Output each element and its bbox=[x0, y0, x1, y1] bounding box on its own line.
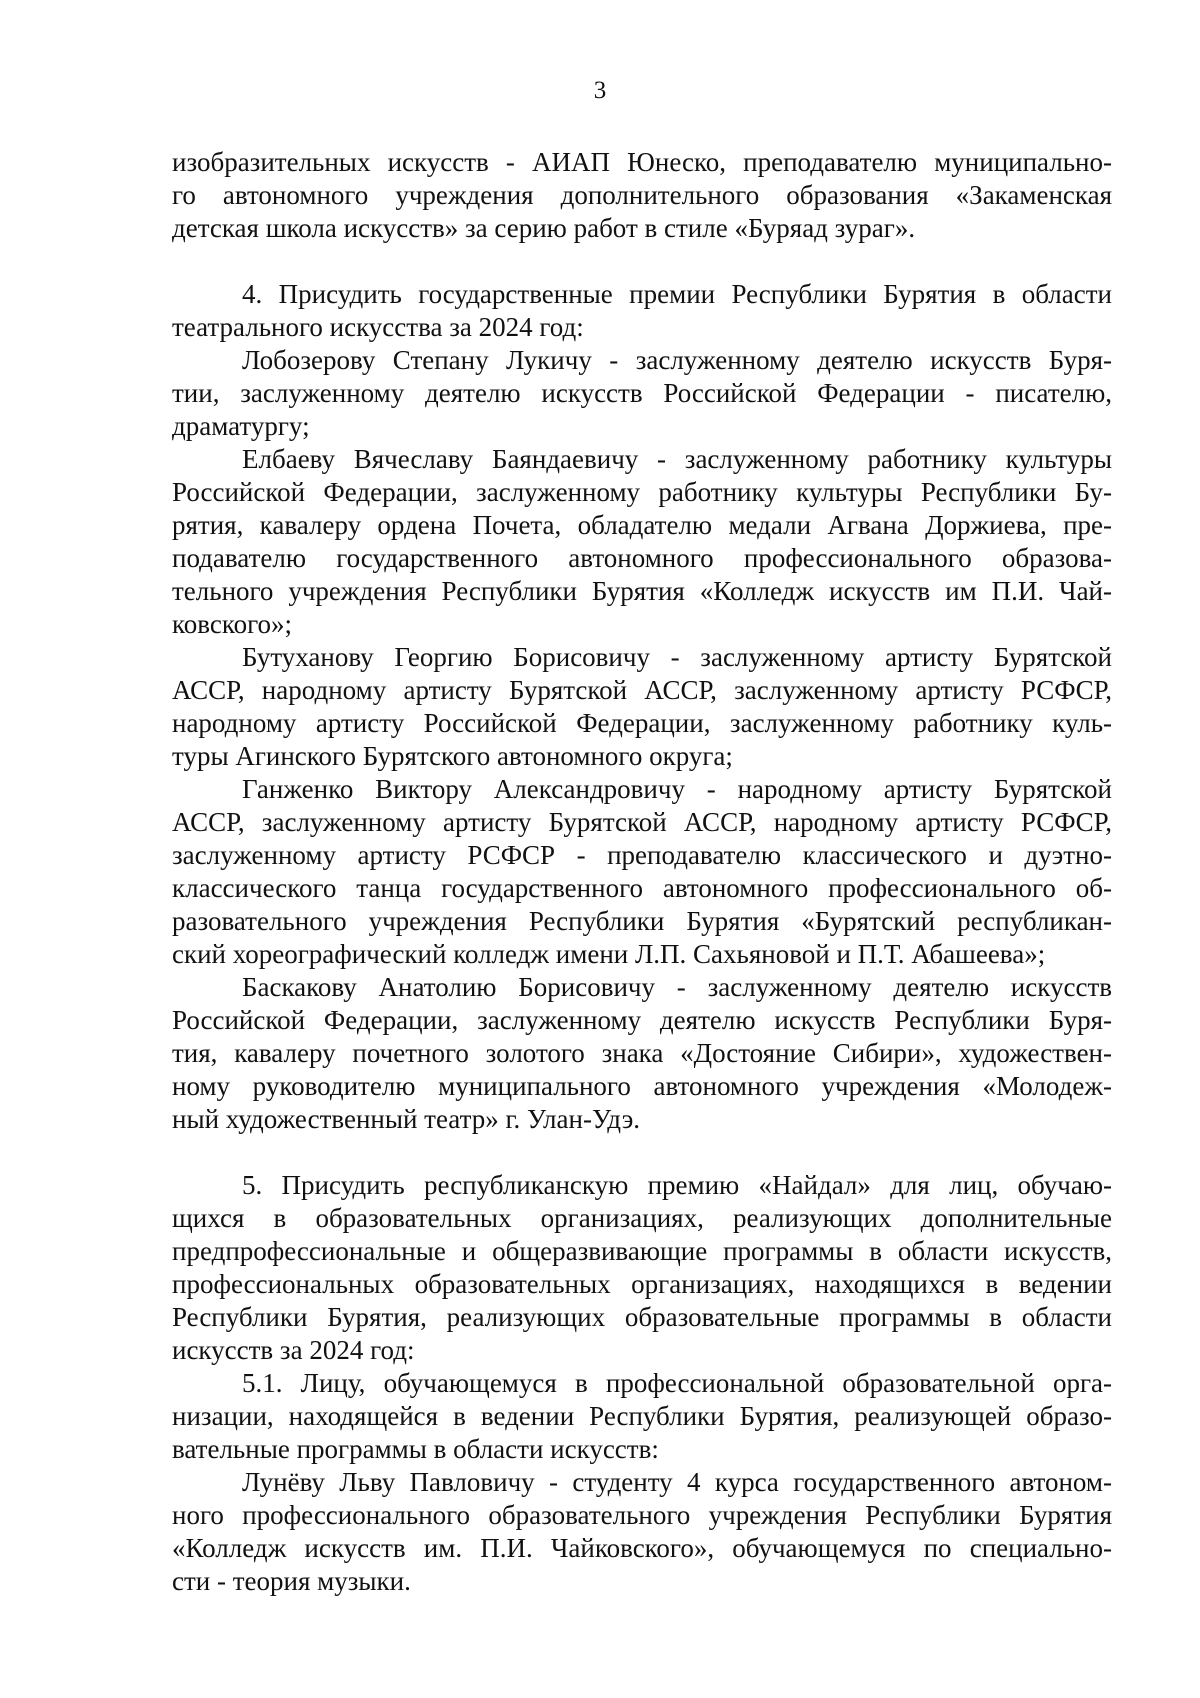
text-line: тии, заслуженному деятелю искусств Российской Федерации - писателю, bbox=[172, 378, 1112, 408]
text-line: предпрофессиональные и общеразвивающие программы в области искусств, bbox=[172, 1236, 1112, 1266]
text-line: ного профессионального образовательного учреждения Республики Бурятия bbox=[172, 1500, 1112, 1530]
paragraph bbox=[172, 1367, 1112, 1466]
text-line: Ганженко Виктору Александровичу - народному артисту Бурятской bbox=[242, 774, 1112, 804]
paragraph bbox=[172, 146, 1112, 245]
text-line: заслуженному артисту РСФСР - преподавателю классического и дуэтно- bbox=[172, 840, 1112, 870]
text-line: 5. Присудить республиканскую премию «Найдал» для лиц, обучаю- bbox=[242, 1170, 1112, 1200]
text-line: «Колледж искусств им. П.И. Чайковского», обучающемуся по специально- bbox=[172, 1533, 1112, 1563]
text-line: Республики Бурятия, реализующих образовательные программы в области bbox=[172, 1302, 1112, 1332]
document-body bbox=[172, 146, 1112, 1598]
text-line: рятия, кавалеру ордена Почета, обладателю медали Агвана Доржиева, пре- bbox=[172, 510, 1112, 540]
text-line: АССР, народному артисту Бурятской АССР, заслуженному артисту РСФСР, bbox=[172, 675, 1112, 705]
text-line: Баскакову Анатолию Борисовичу - заслуженному деятелю искусств bbox=[242, 972, 1112, 1002]
text-line: народному артисту Российской Федерации, заслуженному работнику куль- bbox=[172, 708, 1112, 738]
paragraph bbox=[172, 971, 1112, 1136]
paragraph bbox=[172, 1466, 1112, 1598]
text-line: искусств за 2024 год: bbox=[172, 1335, 415, 1365]
text-line: Лунёву Льву Павловичу - студенту 4 курса государственного автоном- bbox=[242, 1467, 1112, 1497]
text-line: вательные программы в области искусств: bbox=[172, 1434, 659, 1464]
text-line: сти - теория музыки. bbox=[172, 1566, 411, 1596]
text-line: щихся в образовательных организациях, реализующих дополнительные bbox=[172, 1203, 1112, 1233]
text-line: ский хореографический колледж имени Л.П. Сахьяновой и П.Т. Абашеева»; bbox=[172, 939, 1046, 969]
text-line: Елбаеву Вячеславу Баяндаевичу - заслуженному работнику культуры bbox=[242, 444, 1112, 474]
text-line: подавателю государственного автономного профессионального образова- bbox=[172, 543, 1112, 573]
text-line: разовательного учреждения Республики Бурятия «Бурятский республикан- bbox=[172, 906, 1112, 936]
text-line: 4. Присудить государственные премии Республики Бурятия в области bbox=[242, 279, 1112, 309]
text-line: Российской Федерации, заслуженному работнику культуры Республики Бу- bbox=[172, 477, 1112, 507]
text-line: Бутуханову Георгию Борисовичу - заслуженному артисту Бурятской bbox=[242, 642, 1112, 672]
text-line: драматургу; bbox=[172, 411, 310, 441]
paragraph-gap bbox=[172, 245, 1112, 278]
text-line: ному руководителю муниципального автономного учреждения «Молодеж- bbox=[172, 1071, 1112, 1101]
text-line: изобразительных искусств - АИАП Юнеско, преподавателю муниципально- bbox=[172, 147, 1112, 177]
page-number: 3 bbox=[593, 77, 607, 104]
paragraph-gap bbox=[172, 1136, 1112, 1169]
paragraph bbox=[172, 344, 1112, 443]
text-line: го автономного учреждения дополнительного образования «Закаменская bbox=[172, 180, 1112, 210]
text-line: тельного учреждения Республики Бурятия «Колледж искусств им П.И. Чай- bbox=[172, 576, 1112, 606]
text-line: театрального искусства за 2024 год: bbox=[172, 312, 584, 342]
text-line: детская школа искусств» за серию работ в стиле «Буряад зураг». bbox=[172, 213, 916, 243]
text-line: ковского»; bbox=[172, 609, 292, 639]
text-line: Российской Федерации, заслуженному деятелю искусств Республики Буря- bbox=[172, 1005, 1112, 1035]
paragraph bbox=[172, 641, 1112, 773]
text-line: 5.1. Лицу, обучающемуся в профессиональной образовательной орга- bbox=[242, 1368, 1112, 1398]
text-line: ный художественный театр» г. Улан-Удэ. bbox=[172, 1104, 641, 1134]
text-line: туры Агинского Бурятского автономного округа; bbox=[172, 741, 733, 771]
text-line: АССР, заслуженному артисту Бурятской АССР, народному артисту РСФСР, bbox=[172, 807, 1112, 837]
paragraph bbox=[172, 278, 1112, 344]
text-line: низации, находящейся в ведении Республики Бурятия, реализующей образо- bbox=[172, 1401, 1112, 1431]
text-line: классического танца государственного автономного профессионального об- bbox=[172, 873, 1112, 903]
paragraph bbox=[172, 773, 1112, 971]
paragraph bbox=[172, 1169, 1112, 1367]
paragraph bbox=[172, 443, 1112, 641]
text-line: Лобозерову Степану Лукичу - заслуженному деятелю искусств Буря- bbox=[242, 345, 1112, 375]
text-line: профессиональных образовательных организациях, находящихся в ведении bbox=[172, 1269, 1112, 1299]
text-line: тия, кавалеру почетного золотого знака «Достояние Сибири», художествен- bbox=[172, 1038, 1112, 1068]
